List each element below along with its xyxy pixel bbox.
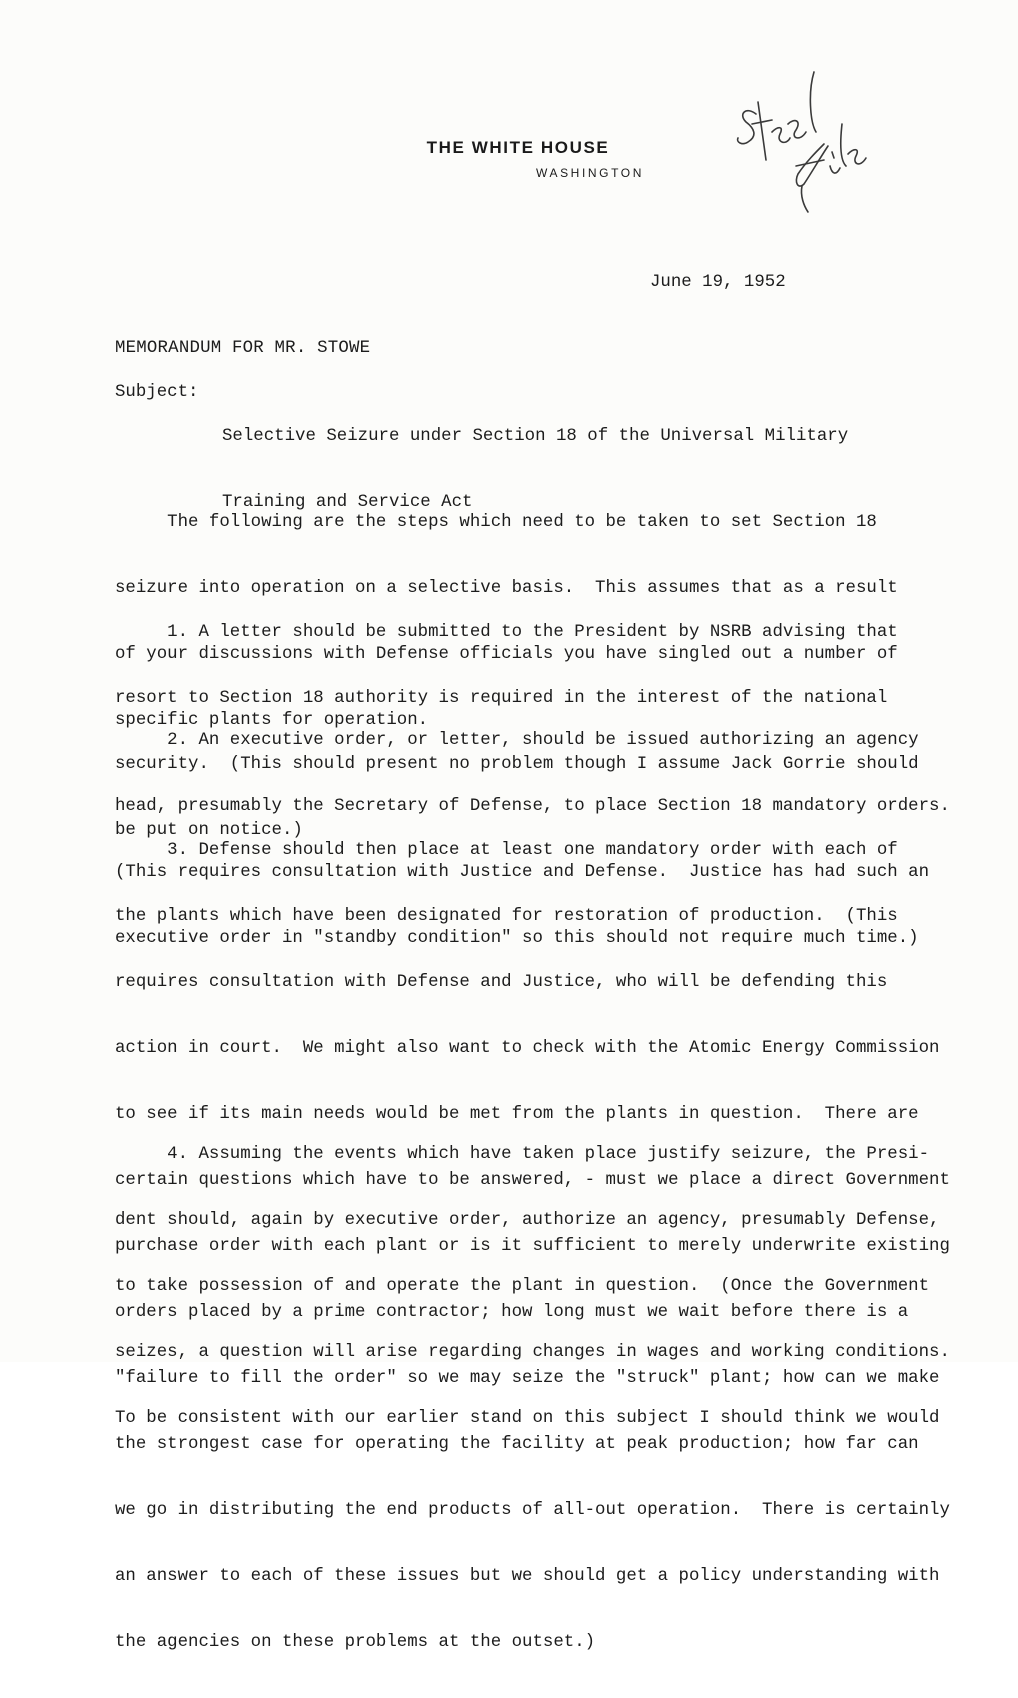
- handwriting-scribble-icon: [728, 62, 878, 222]
- text-line: orders placed by a prime contractor; how long must we wait before there is a: [115, 1303, 909, 1322]
- text-line: purchase order with each plant or is it sufficient to merely underwrite existing: [115, 1237, 950, 1256]
- text-line: seizure into operation on a selective basis. This assumes that as a result: [115, 579, 898, 598]
- text-line: head, presumably the Secretary of Defense, to place Section 18 mandatory orders.: [115, 797, 950, 816]
- text-line: 1. A letter should be submitted to the President by NSRB advising that: [115, 623, 898, 642]
- text-line: certain questions which have to be answered, - must we place a direct Government: [115, 1171, 950, 1190]
- paragraph-step-4: [115, 1100, 975, 1474]
- handwritten-annotation: [728, 62, 878, 222]
- text-line: "failure to fill the order" so we may seize the "struck" plant; how can we make: [115, 1369, 940, 1388]
- text-line: requires consultation with Defense and Justice, who will be defending this: [115, 973, 888, 992]
- text-line: an answer to each of these issues but we should get a policy understanding with: [115, 1567, 940, 1586]
- text-line: resort to Section 18 authority is required in the interest of the national: [115, 689, 888, 708]
- text-line: The following are the steps which need to be taken to set Section 18: [115, 513, 877, 532]
- text-line: we go in distributing the end products of all-out operation. There is certainly: [115, 1501, 950, 1520]
- subject-line: Selective Seizure under Section 18 of the Universal Military: [222, 427, 849, 446]
- text-line: action in court. We might also want to check with the Atomic Energy Commission: [115, 1039, 940, 1058]
- memo-recipient: MEMORANDUM FOR MR. STOWE: [115, 339, 371, 358]
- text-line: the agencies on these problems at the outset.): [115, 1633, 596, 1652]
- text-line: the plants which have been designated for restoration of production. (This: [115, 907, 898, 926]
- memo-date: June 19, 1952: [650, 273, 786, 292]
- text-line: seizes, a question will arise regarding changes in wages and working conditions.: [115, 1343, 950, 1362]
- text-line: of your discussions with Defense officials you have singled out a number of: [115, 645, 898, 664]
- text-line: security. (This should present no problem though I assume Jack Gorrie should: [115, 755, 919, 774]
- text-line: 3. Defense should then place at least one mandatory order with each of: [115, 841, 898, 860]
- text-line: (This requires consultation with Justice and Defense. Justice has had such an: [115, 863, 930, 882]
- text-line: 4. Assuming the events which have taken place justify seizure, the Presi-: [115, 1145, 930, 1164]
- letterhead-subtitle: WASHINGTON: [535, 166, 644, 180]
- text-line: the strongest case for operating the facility at peak production; how far can: [115, 1435, 919, 1454]
- text-line: dent should, again by executive order, authorize an agency, presumably Defense,: [115, 1211, 940, 1230]
- text-line: to take possession of and operate the plant in question. (Once the Government: [115, 1277, 930, 1296]
- letterhead-title: THE WHITE HOUSE: [426, 138, 610, 157]
- subject-line: Training and Service Act: [222, 493, 473, 512]
- text-line: To be consistent with our earlier stand on this subject I should think we would: [115, 1409, 940, 1428]
- text-line: 2. An executive order, or letter, should be issued authorizing an agency: [115, 731, 919, 750]
- text-line: specific plants for operation.: [115, 711, 429, 730]
- text-line: executive order in "standby condition" so this should not require much time.): [115, 929, 919, 948]
- subject-label: Subject:: [115, 383, 199, 402]
- text-line: to see if its main needs would be met from the plants in question. There are: [115, 1105, 919, 1124]
- text-line: be put on notice.): [115, 821, 303, 840]
